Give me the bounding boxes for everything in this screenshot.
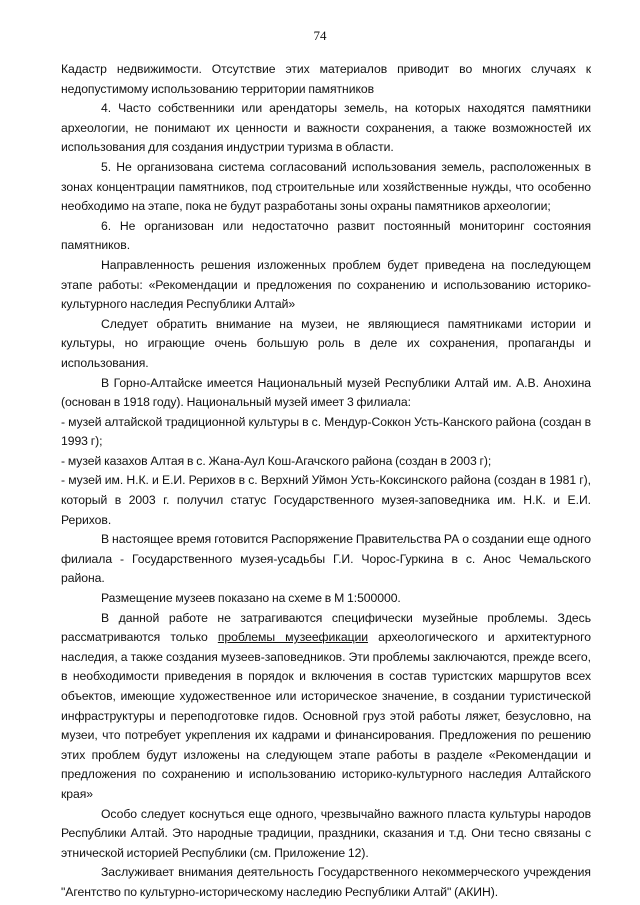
paragraph-item-6: 6. Не организован или недостаточно развит постоянный мониторинг состояния памятников.: [61, 218, 591, 253]
paragraph-museum-map: Размещение музеев показано на схеме в М 1:500000.: [101, 591, 401, 606]
paragraph-national-museum: В Горно-Алтайске имеется Национальный музей Республики Алтай им. А.В. Анохина (основан в 1918 году). Национальный музей имеет 3 филиала:: [61, 375, 591, 410]
paragraph-cadastre: Кадастр недвижимости. Отсутствие этих материалов приводит во многих случаях к недопустимому использованию территории памятников: [61, 62, 591, 96]
museumification-text-start: В данной работе не затрагиваются специфически музейные проблемы. Здесь рассматриваются только: [61, 610, 591, 645]
paragraph-direction: Направленность решения изложенных проблем будет приведена на последующем этапе работы: «Рекомендации и предложения по сохранению и использованию историко-культурного наследия Республики Алтай»: [61, 257, 591, 312]
list-item-museum-roerich: - музей им. Н.К. и Е.И. Рерихов в с. Верхний Уймон Усть-Коксинского района (создан в 1981 г), который в 2003 г. получил статус Государственного музея-заповедника им. Н.К. и Е.И. Рерихов.: [61, 473, 591, 527]
page-number: 74: [313, 28, 327, 43]
list-item-museum-kazakhs: - музей казахов Алтая в с. Жана-Аул Кош-Агачского района (создан в 2003 г);: [61, 453, 492, 468]
paragraph-museums-attention: Следует обратить внимание на музеи, не являющиеся памятниками истории и культуры, но играющие очень большую роль в деле их сохранения, пропаганды и использования.: [61, 316, 591, 370]
paragraph-item-4: 4. Часто собственники или арендаторы земель, на которых находятся памятники археологии, не понимают их ценности и важности сохранения, а также возможностей их использования для создания индустрии туризма в области.: [61, 101, 591, 155]
page-body: [61, 60, 591, 903]
paragraph-museumification: [61, 609, 591, 805]
underlined-term: проблемы музеефикации: [217, 630, 369, 645]
list-item-museum-altai-culture: - музей алтайской традиционной культуры в с. Мендур-Соккон Усть-Канского района (создан в 1993 г);: [61, 414, 591, 449]
paragraph-new-branch: В настоящее время готовится Распоряжение Правительства РА о создании еще одного филиала - Государственного музея-усадьбы Г.И. Чорос-Гуркина в с. Анос Чемальского района.: [61, 532, 591, 586]
paragraph-akin: Заслуживает внимания деятельность Государственного некоммерческого учреждения "Агентство по культурно-историческому наследию Республики Алтай" (АКИН).: [61, 865, 591, 899]
museumification-text-end: археологического и архитектурного наследия, а также создания музеев-заповедников. Эти проблемы заключаются, прежде всего, в необходимости приведения в порядок и включения в состав туристских маршрутов всех объектов, имеющие художественное или историческое значение, в создании туристической инфраструктуры и переподготовке гидов. Основной груз этой работы ляжет, безусловно, на музеи, что потребует укрепления их кадрами и финансирования. Предложения по решению этих проблем будут изложены на следующем этапе работы в разделе «Рекомендации и предложения по сохранению и использованию историко-культурного наследия Алтайского края»: [61, 630, 591, 801]
paragraph-folk-traditions: Особо следует коснуться еще одного, чрезвычайно важного пласта культуры народов Республики Алтай. Это народные традиции, праздники, сказания и т.д. Они тесно связаны с этнической историей Республики (см. Приложение 12).: [61, 806, 591, 860]
paragraph-item-5: 5. Не организована система согласований использования земель, расположенных в зонах концентрации памятников, под строительные или хозяйственные нужды, что особенно необходимо на этапе, пока не будут разработаны зоны охраны памятников археологии;: [61, 159, 591, 214]
